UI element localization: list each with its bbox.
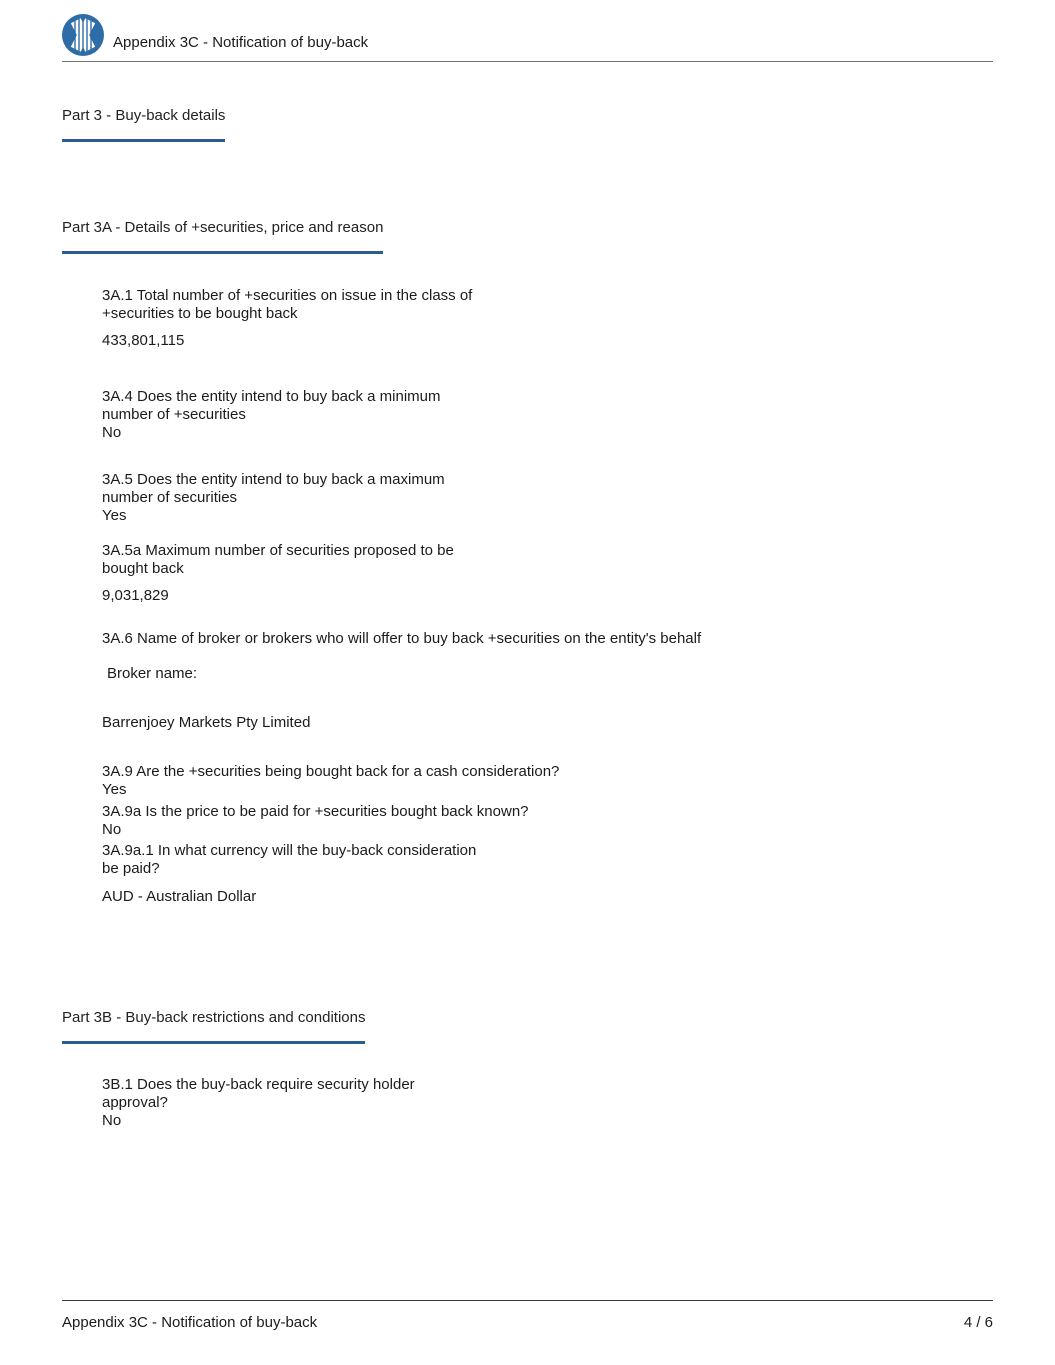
page-footer: [62, 1300, 993, 1332]
question-label: 3A.1 Total number of +securities on issue in the class of: [102, 287, 473, 304]
answer-value: 9,031,829: [102, 587, 169, 604]
answer-value: 433,801,115: [102, 332, 185, 349]
question-label: 3A.9 Are the +securities being bought back for a cash consideration?: [102, 763, 560, 780]
part3b-heading: Part 3B - Buy-back restrictions and conditions: [62, 1010, 365, 1044]
broker-name-label: Broker name:: [107, 665, 198, 682]
question-label: 3A.9a Is the price to be paid for +securities bought back known?: [102, 803, 529, 820]
part3a-heading: Part 3A - Details of +securities, price and reason: [62, 220, 383, 254]
page-number: 4 / 6: [963, 1314, 993, 1331]
question-label: 3A.9a.1 In what currency will the buy-back consideration: [102, 842, 477, 859]
asx-logo-icon: [62, 14, 104, 56]
question-label: 3A.5 Does the entity intend to buy back a maximum: [102, 471, 445, 488]
part3b-content: [102, 1076, 993, 1130]
answer-value: Yes: [102, 781, 127, 798]
answer-value: No: [102, 424, 122, 441]
page-header: [62, 0, 993, 62]
question-label: approval?: [102, 1094, 168, 1111]
broker-name-value: Barrenjoey Markets Pty Limited: [102, 714, 311, 731]
question-3a1: [102, 287, 993, 350]
question-3a5a: [102, 542, 993, 605]
question-label: number of +securities: [102, 406, 246, 423]
question-3a5: [102, 471, 993, 525]
question-label: number of securities: [102, 489, 238, 506]
question-label: 3A.6 Name of broker or brokers who will offer to buy back +securities on the entity's behalf: [102, 630, 702, 647]
answer-value: No: [102, 821, 122, 838]
document-body: [62, 107, 993, 1130]
answer-value: No: [102, 1112, 122, 1129]
part3-heading: Part 3 - Buy-back details: [62, 108, 225, 142]
question-3b1: [102, 1076, 993, 1130]
question-label: bought back: [102, 560, 184, 577]
question-label: be paid?: [102, 860, 160, 877]
question-label: 3A.4 Does the entity intend to buy back a minimum: [102, 388, 441, 405]
question-label: +securities to be bought back: [102, 305, 298, 322]
header-title: Appendix 3C - Notification of buy-back: [113, 33, 369, 51]
question-3a6: [102, 630, 993, 648]
footer-title: Appendix 3C - Notification of buy-back: [62, 1314, 318, 1331]
header-divider: [62, 61, 993, 62]
answer-value: AUD - Australian Dollar: [102, 888, 257, 905]
question-3a9a: [102, 803, 993, 839]
question-label: 3A.5a Maximum number of securities proposed to be: [102, 542, 454, 559]
answer-value: Yes: [102, 507, 127, 524]
question-3a9a1: [102, 842, 993, 906]
question-3a9: [102, 763, 993, 799]
question-3a4: [102, 388, 993, 442]
part3a-content: [102, 287, 993, 906]
question-label: 3B.1 Does the buy-back require security holder: [102, 1076, 415, 1093]
